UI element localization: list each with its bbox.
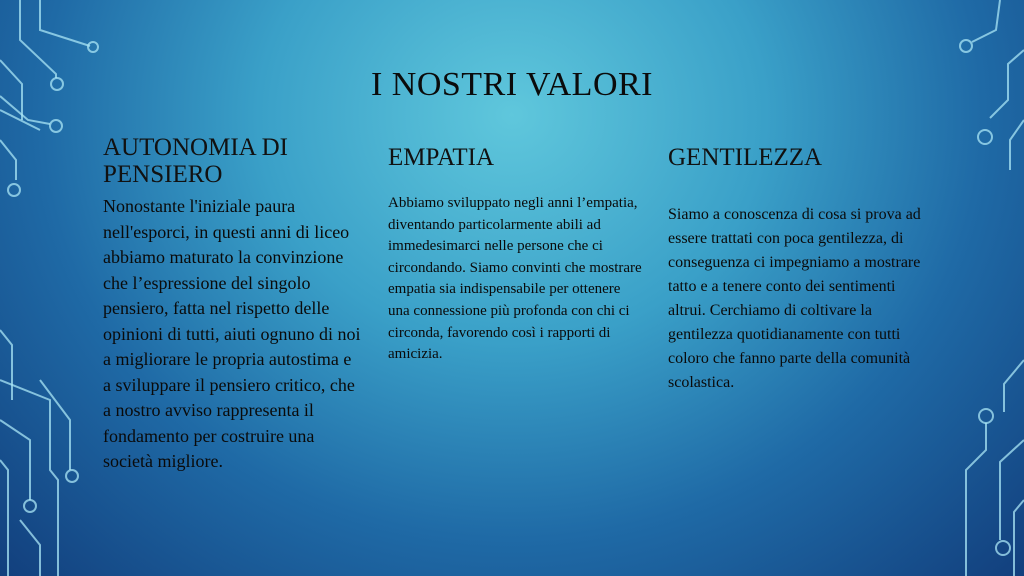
column-heading: GENTILEZZA <box>668 144 823 171</box>
slide-title: I NOSTRI VALORI <box>370 66 654 103</box>
value-column-gentilezza <box>668 144 933 395</box>
value-column-autonomia <box>103 134 363 475</box>
column-body: Abbiamo sviluppato negli anni l’empatia, diventando particolarmente abili ad immedesimarci nelle persone che ci circondando. Siamo convinti che mostrare empatia sia indispensabile per ottenere una connessione più profonda con chi ci circonda, favorendo così i rapporti di amicizia. <box>388 195 642 363</box>
column-body: Nonostante l'iniziale paura nell'esporci, in questi anni di liceo abbiamo maturato la convinzione che l’espressione del singolo pensiero, fatta nel rispetto delle opinioni di tutti, aiuti ognuno di noi a migliorare le propria autostima e a sviluppare il pensiero critico, che a nostro avviso rappresenta il fondamento per costruire una società migliore. <box>103 196 361 471</box>
column-heading: EMPATIA <box>388 144 495 171</box>
column-heading: AUTONOMIA DI PENSIERO <box>103 134 288 188</box>
column-body: Siamo a conoscenza di cosa si prova ad essere trattati con poca gentilezza, di conseguenza ci impegniamo a mostrare tatto e a tenere conto dei sentimenti altrui. Cerchiamo di coltivare la gentilezza quotidianamente con tutti coloro che fanno parte della comunità scolastica. <box>668 206 921 391</box>
value-column-empatia <box>388 144 643 366</box>
